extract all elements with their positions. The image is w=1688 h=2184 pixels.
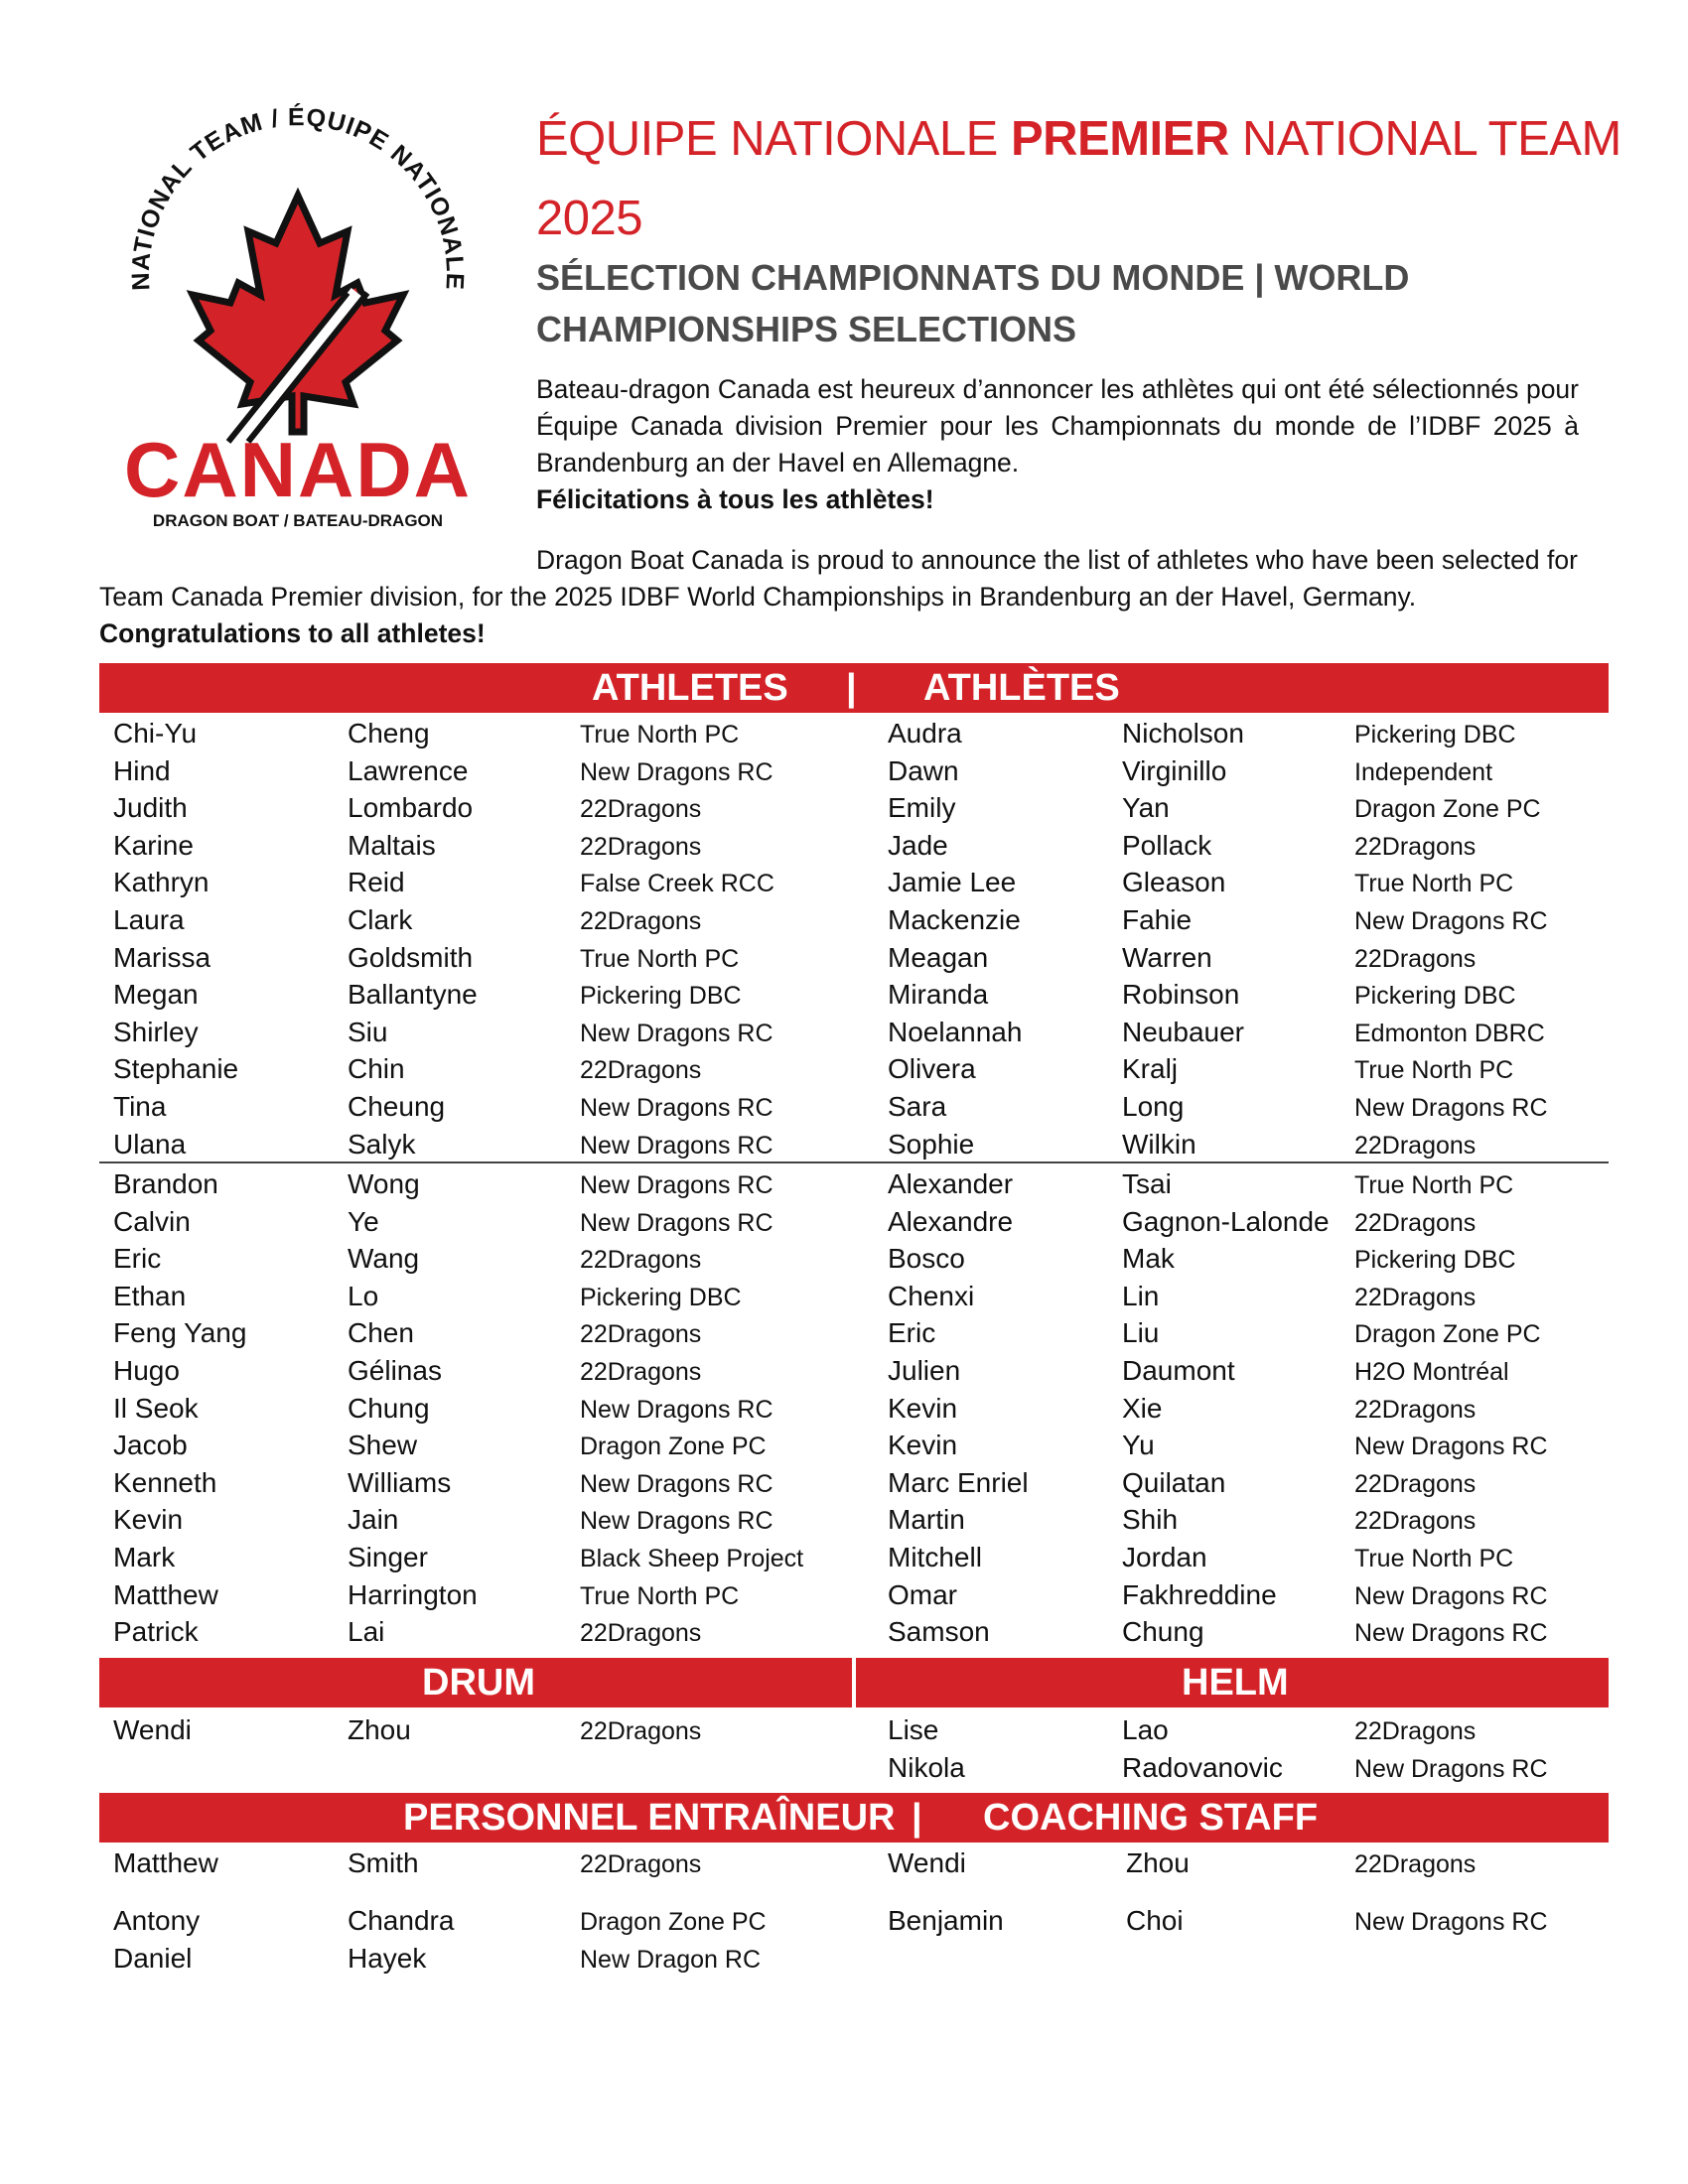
- last-name: Shih: [1122, 1504, 1179, 1536]
- last-name: Gleason: [1122, 867, 1226, 898]
- club: 22Dragons: [1354, 1131, 1477, 1160]
- first-name: Sara: [888, 1090, 947, 1122]
- page-subtitle: SÉLECTION CHAMPIONNATS DU MONDE | WORLD CHAMPIONSHIPS SELECTIONS: [536, 257, 1410, 349]
- roster-row: [99, 1388, 1609, 1426]
- club: 22Dragons: [580, 1246, 702, 1275]
- roster-row: [99, 787, 1609, 825]
- first-name: Audra: [888, 718, 962, 749]
- first-name: Karine: [113, 829, 194, 861]
- first-name: Chi-Yu: [113, 718, 198, 749]
- club: New Dragons RC: [1354, 1908, 1548, 1936]
- helm-heading: HELM: [1182, 1662, 1289, 1704]
- first-name: Laura: [113, 903, 185, 935]
- club: Pickering DBC: [1354, 1246, 1516, 1275]
- club: New Dragons RC: [580, 757, 774, 786]
- last-name: Fakhreddine: [1122, 1578, 1277, 1610]
- first-name: Hugo: [113, 1354, 180, 1386]
- last-name: Ballantyne: [348, 979, 478, 1011]
- title-bold: PREMIER: [1010, 112, 1229, 166]
- logo-wordmark: CANADA: [124, 426, 472, 513]
- first-name: Judith: [113, 792, 188, 824]
- drum-header-bar: [99, 1658, 852, 1707]
- roster-row: [874, 1843, 1609, 1900]
- roster-row: [99, 1350, 1609, 1388]
- roster-row: [874, 1709, 1609, 1747]
- last-name: Goldsmith: [348, 941, 474, 973]
- roster-row: [99, 1086, 1609, 1124]
- club: 22Dragons: [1354, 1850, 1477, 1878]
- club: Pickering DBC: [1354, 721, 1516, 749]
- last-name: Lao: [1122, 1714, 1169, 1745]
- first-name: Jacob: [113, 1430, 188, 1461]
- club: H2O Montréal: [1354, 1357, 1509, 1386]
- club: 22Dragons: [1354, 944, 1477, 973]
- roster-row: [99, 937, 1609, 975]
- last-name: Maltais: [348, 829, 436, 861]
- last-name: Gélinas: [348, 1354, 442, 1386]
- roster-row: [99, 1425, 1609, 1462]
- roster-row: [99, 1900, 854, 1938]
- last-name: Harrington: [348, 1578, 478, 1610]
- last-name: Xie: [1122, 1392, 1163, 1424]
- first-name: Calvin: [113, 1205, 191, 1237]
- roster-row: [99, 1201, 1609, 1239]
- roster-row: [99, 1012, 1609, 1049]
- club: 22Dragons: [580, 832, 702, 861]
- last-name: Warren: [1122, 941, 1212, 973]
- coaching-header-bar: [99, 1793, 1609, 1843]
- roster-row: [99, 1611, 1609, 1649]
- club: 22Dragons: [580, 1619, 702, 1648]
- last-name: Hayek: [348, 1942, 427, 1974]
- roster-row: [99, 1124, 1609, 1161]
- last-name: Nicholson: [1122, 718, 1244, 749]
- first-name: Ethan: [113, 1280, 187, 1311]
- first-name: Jamie Lee: [888, 867, 1017, 898]
- national-team-logo: [99, 99, 496, 536]
- club: 22Dragons: [580, 1850, 702, 1878]
- club: False Creek RCC: [580, 870, 774, 898]
- last-name: Siu: [348, 1016, 388, 1047]
- first-name: Kevin: [888, 1392, 958, 1424]
- coaching-heading-divider: |: [912, 1797, 922, 1839]
- first-name: Mark: [113, 1541, 176, 1572]
- last-name: Gagnon-Lalonde: [1122, 1205, 1330, 1237]
- drum-list: [99, 1709, 854, 1747]
- coaching-list-left: [99, 1843, 854, 1975]
- last-name: Fahie: [1122, 903, 1193, 935]
- coaching-heading-en: COACHING STAFF: [983, 1797, 1319, 1839]
- club: True North PC: [1354, 1056, 1514, 1085]
- first-name: Kevin: [888, 1430, 958, 1461]
- first-name: Noelannah: [888, 1016, 1023, 1047]
- first-name: Ulana: [113, 1128, 187, 1160]
- club: 22Dragons: [580, 1056, 702, 1085]
- last-name: Chen: [348, 1317, 414, 1349]
- roster-row: [99, 1238, 1609, 1276]
- last-name: Zhou: [348, 1714, 411, 1745]
- roster-row: [874, 1747, 1609, 1785]
- roster-row: [99, 1843, 854, 1900]
- last-name: Cheung: [348, 1090, 446, 1122]
- men-athletes-list: [99, 1163, 1609, 1649]
- last-name: Yu: [1122, 1430, 1155, 1461]
- first-name: Dawn: [888, 754, 959, 786]
- first-name: Chenxi: [888, 1280, 975, 1311]
- intro-english-text: Dragon Boat Canada is proud to announce the list of athletes who have been selected for Team Canada Premier division, for the 2025 IDBF World Championships in Brandenburg an der Havel, Germany.: [99, 545, 1578, 612]
- first-name: Hind: [113, 754, 171, 786]
- first-name: Patrick: [113, 1616, 199, 1648]
- club: Dragon Zone PC: [580, 1908, 767, 1936]
- first-name: Bosco: [888, 1243, 965, 1275]
- intro-french-text: Bateau-dragon Canada est heureux d’annoncer les athlètes qui ont été sélectionnés pour Équipe Canada division Premier pour les Championnats du monde de l’IDBF 2025 à Brandenburg an der Havel en Allemagne.: [536, 374, 1579, 478]
- last-name: Robinson: [1122, 979, 1240, 1011]
- roster-row: [99, 862, 1609, 899]
- roster-row: [99, 899, 1609, 937]
- first-name: Martin: [888, 1504, 965, 1536]
- first-name: Matthew: [113, 1847, 218, 1878]
- club: New Dragons RC: [1354, 906, 1548, 935]
- club: 22Dragons: [580, 906, 702, 935]
- first-name: Miranda: [888, 979, 989, 1011]
- first-name: Kenneth: [113, 1466, 217, 1498]
- last-name: Lai: [348, 1616, 385, 1648]
- club: New Dragons RC: [580, 1093, 774, 1122]
- last-name: Mak: [1122, 1243, 1175, 1275]
- last-name: Yan: [1122, 792, 1170, 824]
- club: New Dragons RC: [1354, 1093, 1548, 1122]
- maple-leaf-icon: [193, 196, 403, 442]
- last-name: Ye: [348, 1205, 379, 1237]
- club: New Dragons RC: [580, 1171, 774, 1199]
- club: Dragon Zone PC: [580, 1433, 767, 1461]
- roster-row: [99, 1276, 1609, 1313]
- club: New Dragons RC: [580, 1019, 774, 1047]
- club: 22Dragons: [1354, 1469, 1477, 1498]
- first-name: Benjamin: [888, 1905, 1004, 1936]
- roster-row: [99, 1574, 1609, 1612]
- first-name: Samson: [888, 1616, 990, 1648]
- club: 22Dragons: [1354, 1507, 1477, 1536]
- first-name: Wendi: [113, 1714, 192, 1745]
- first-name: Mitchell: [888, 1541, 982, 1572]
- athletes-heading-fr: ATHLÈTES: [923, 667, 1120, 709]
- club: Black Sheep Project: [580, 1544, 804, 1572]
- last-name: Pollack: [1122, 829, 1212, 861]
- last-name: Reid: [348, 867, 405, 898]
- roster-row: [99, 974, 1609, 1012]
- club: 22Dragons: [580, 1357, 702, 1386]
- first-name: Meagan: [888, 941, 989, 973]
- first-name: Alexandre: [888, 1205, 1014, 1237]
- club: Pickering DBC: [580, 982, 742, 1011]
- drum-heading: DRUM: [422, 1662, 535, 1704]
- last-name: Clark: [348, 903, 413, 935]
- club: Dragon Zone PC: [1354, 795, 1541, 824]
- last-name: Radovanovic: [1122, 1751, 1283, 1783]
- first-name: Alexander: [888, 1168, 1014, 1199]
- last-name: Quilatan: [1122, 1466, 1226, 1498]
- club: New Dragons RC: [1354, 1619, 1548, 1648]
- helm-list: [874, 1709, 1609, 1784]
- last-name: Chandra: [348, 1905, 455, 1936]
- last-name: Lo: [348, 1280, 379, 1311]
- club: 22Dragons: [1354, 1283, 1477, 1311]
- athletes-heading-en: ATHLETES: [592, 667, 788, 709]
- last-name: Chung: [348, 1392, 430, 1424]
- last-name: Zhou: [1126, 1847, 1190, 1878]
- roster-row: [99, 1048, 1609, 1086]
- roster-row: [99, 1709, 854, 1747]
- last-name: Singer: [348, 1541, 428, 1572]
- club: Pickering DBC: [580, 1283, 742, 1311]
- club: New Dragons RC: [580, 1507, 774, 1536]
- logo-arc-text: NATIONAL TEAM / ÉQUIPE NATIONALE: [126, 103, 470, 292]
- title-part1: ÉQUIPE NATIONALE: [536, 112, 1011, 166]
- women-athletes-list: [99, 713, 1609, 1160]
- first-name: Nikola: [888, 1751, 965, 1783]
- first-name: Megan: [113, 979, 199, 1011]
- last-name: Liu: [1122, 1317, 1160, 1349]
- last-name: Williams: [348, 1466, 452, 1498]
- first-name: Il Seok: [113, 1392, 199, 1424]
- first-name: Tina: [113, 1090, 167, 1122]
- first-name: Kevin: [113, 1504, 184, 1536]
- club: True North PC: [580, 1581, 740, 1610]
- roster-row: [99, 1163, 1609, 1201]
- last-name: Wang: [348, 1243, 420, 1275]
- club: 22Dragons: [1354, 1208, 1477, 1237]
- roster-row: [99, 1462, 1609, 1500]
- club: True North PC: [1354, 1171, 1514, 1199]
- roster-row: [874, 1900, 1609, 1938]
- club: 22Dragons: [580, 1717, 702, 1745]
- roster-row: [99, 1312, 1609, 1350]
- first-name: Daniel: [113, 1942, 193, 1974]
- first-name: Kathryn: [113, 867, 210, 898]
- logo-tagline: DRAGON BOAT / BATEAU-DRAGON: [152, 511, 444, 530]
- intro-english: [99, 542, 1589, 652]
- last-name: Shew: [348, 1430, 418, 1461]
- first-name: Stephanie: [113, 1053, 239, 1085]
- intro-french-congrats: Félicitations à tous les athlètes!: [536, 484, 934, 514]
- first-name: Mackenzie: [888, 903, 1021, 935]
- athletes-heading-divider: |: [846, 667, 857, 709]
- page-title: [536, 99, 1628, 258]
- last-name: Salyk: [348, 1128, 416, 1160]
- last-name: Lombardo: [348, 792, 474, 824]
- last-name: Kralj: [1122, 1053, 1179, 1085]
- first-name: Marissa: [113, 941, 211, 973]
- first-name: Shirley: [113, 1016, 199, 1047]
- club: 22Dragons: [580, 795, 702, 824]
- last-name: Jain: [348, 1504, 399, 1536]
- club: 22Dragons: [1354, 832, 1477, 861]
- first-name: Emily: [888, 792, 956, 824]
- club: New Dragons RC: [580, 1208, 774, 1237]
- last-name: Jordan: [1122, 1541, 1207, 1572]
- last-name: Neubauer: [1122, 1016, 1244, 1047]
- club: Pickering DBC: [1354, 982, 1516, 1011]
- last-name: Daumont: [1122, 1354, 1235, 1386]
- first-name: Sophie: [888, 1128, 975, 1160]
- roster-row: [99, 825, 1609, 863]
- last-name: Wong: [348, 1168, 420, 1199]
- club: New Dragons RC: [1354, 1433, 1548, 1461]
- last-name: Cheng: [348, 718, 430, 749]
- first-name: Lise: [888, 1714, 939, 1745]
- first-name: Marc Enriel: [888, 1466, 1029, 1498]
- club: New Dragons RC: [1354, 1754, 1548, 1783]
- first-name: Jade: [888, 829, 948, 861]
- intro-french: [536, 371, 1579, 518]
- club: New Dragons RC: [580, 1131, 774, 1160]
- roster-row: [99, 1499, 1609, 1537]
- club: New Dragons RC: [580, 1395, 774, 1424]
- last-name: Lawrence: [348, 754, 469, 786]
- coaching-list-right: [874, 1843, 1609, 1938]
- first-name: Brandon: [113, 1168, 218, 1199]
- club: True North PC: [1354, 1544, 1514, 1572]
- roster-row: [99, 1537, 1609, 1574]
- club: New Dragons RC: [580, 1469, 774, 1498]
- last-name: Tsai: [1122, 1168, 1172, 1199]
- helm-header-bar: [856, 1658, 1609, 1707]
- first-name: Feng Yang: [113, 1317, 247, 1349]
- club: Independent: [1354, 757, 1493, 786]
- last-name: Smith: [348, 1847, 419, 1878]
- club: 22Dragons: [1354, 1717, 1477, 1745]
- first-name: Olivera: [888, 1053, 976, 1085]
- last-name: Lin: [1122, 1280, 1160, 1311]
- club: True North PC: [1354, 870, 1514, 898]
- club: Dragon Zone PC: [1354, 1320, 1541, 1349]
- club: New Dragon RC: [580, 1945, 762, 1974]
- club: True North PC: [580, 944, 740, 973]
- first-name: Antony: [113, 1905, 201, 1936]
- first-name: Julien: [888, 1354, 961, 1386]
- first-name: Matthew: [113, 1578, 218, 1610]
- roster-row: [99, 713, 1609, 751]
- intro-english-congrats: Congratulations to all athletes!: [99, 618, 486, 648]
- club: 22Dragons: [580, 1320, 702, 1349]
- first-name: Omar: [888, 1578, 957, 1610]
- club: 22Dragons: [1354, 1395, 1477, 1424]
- club: Edmonton DBRC: [1354, 1019, 1545, 1047]
- coaching-heading-fr: PERSONNEL ENTRAÎNEUR: [403, 1797, 896, 1839]
- first-name: Eric: [113, 1243, 162, 1275]
- last-name: Wilkin: [1122, 1128, 1196, 1160]
- last-name: Virginillo: [1122, 754, 1227, 786]
- last-name: Choi: [1126, 1905, 1184, 1936]
- last-name: Long: [1122, 1090, 1185, 1122]
- club: True North PC: [580, 721, 740, 749]
- athletes-header-bar: [99, 663, 1609, 713]
- club: New Dragons RC: [1354, 1581, 1548, 1610]
- roster-row: [99, 1938, 854, 1976]
- last-name: Chung: [1122, 1616, 1204, 1648]
- first-name: Eric: [888, 1317, 936, 1349]
- last-name: Chin: [348, 1053, 405, 1085]
- roster-row: [99, 751, 1609, 788]
- first-name: Wendi: [888, 1847, 966, 1878]
- title-part2: NATIONAL TEAM 2025: [536, 112, 1621, 245]
